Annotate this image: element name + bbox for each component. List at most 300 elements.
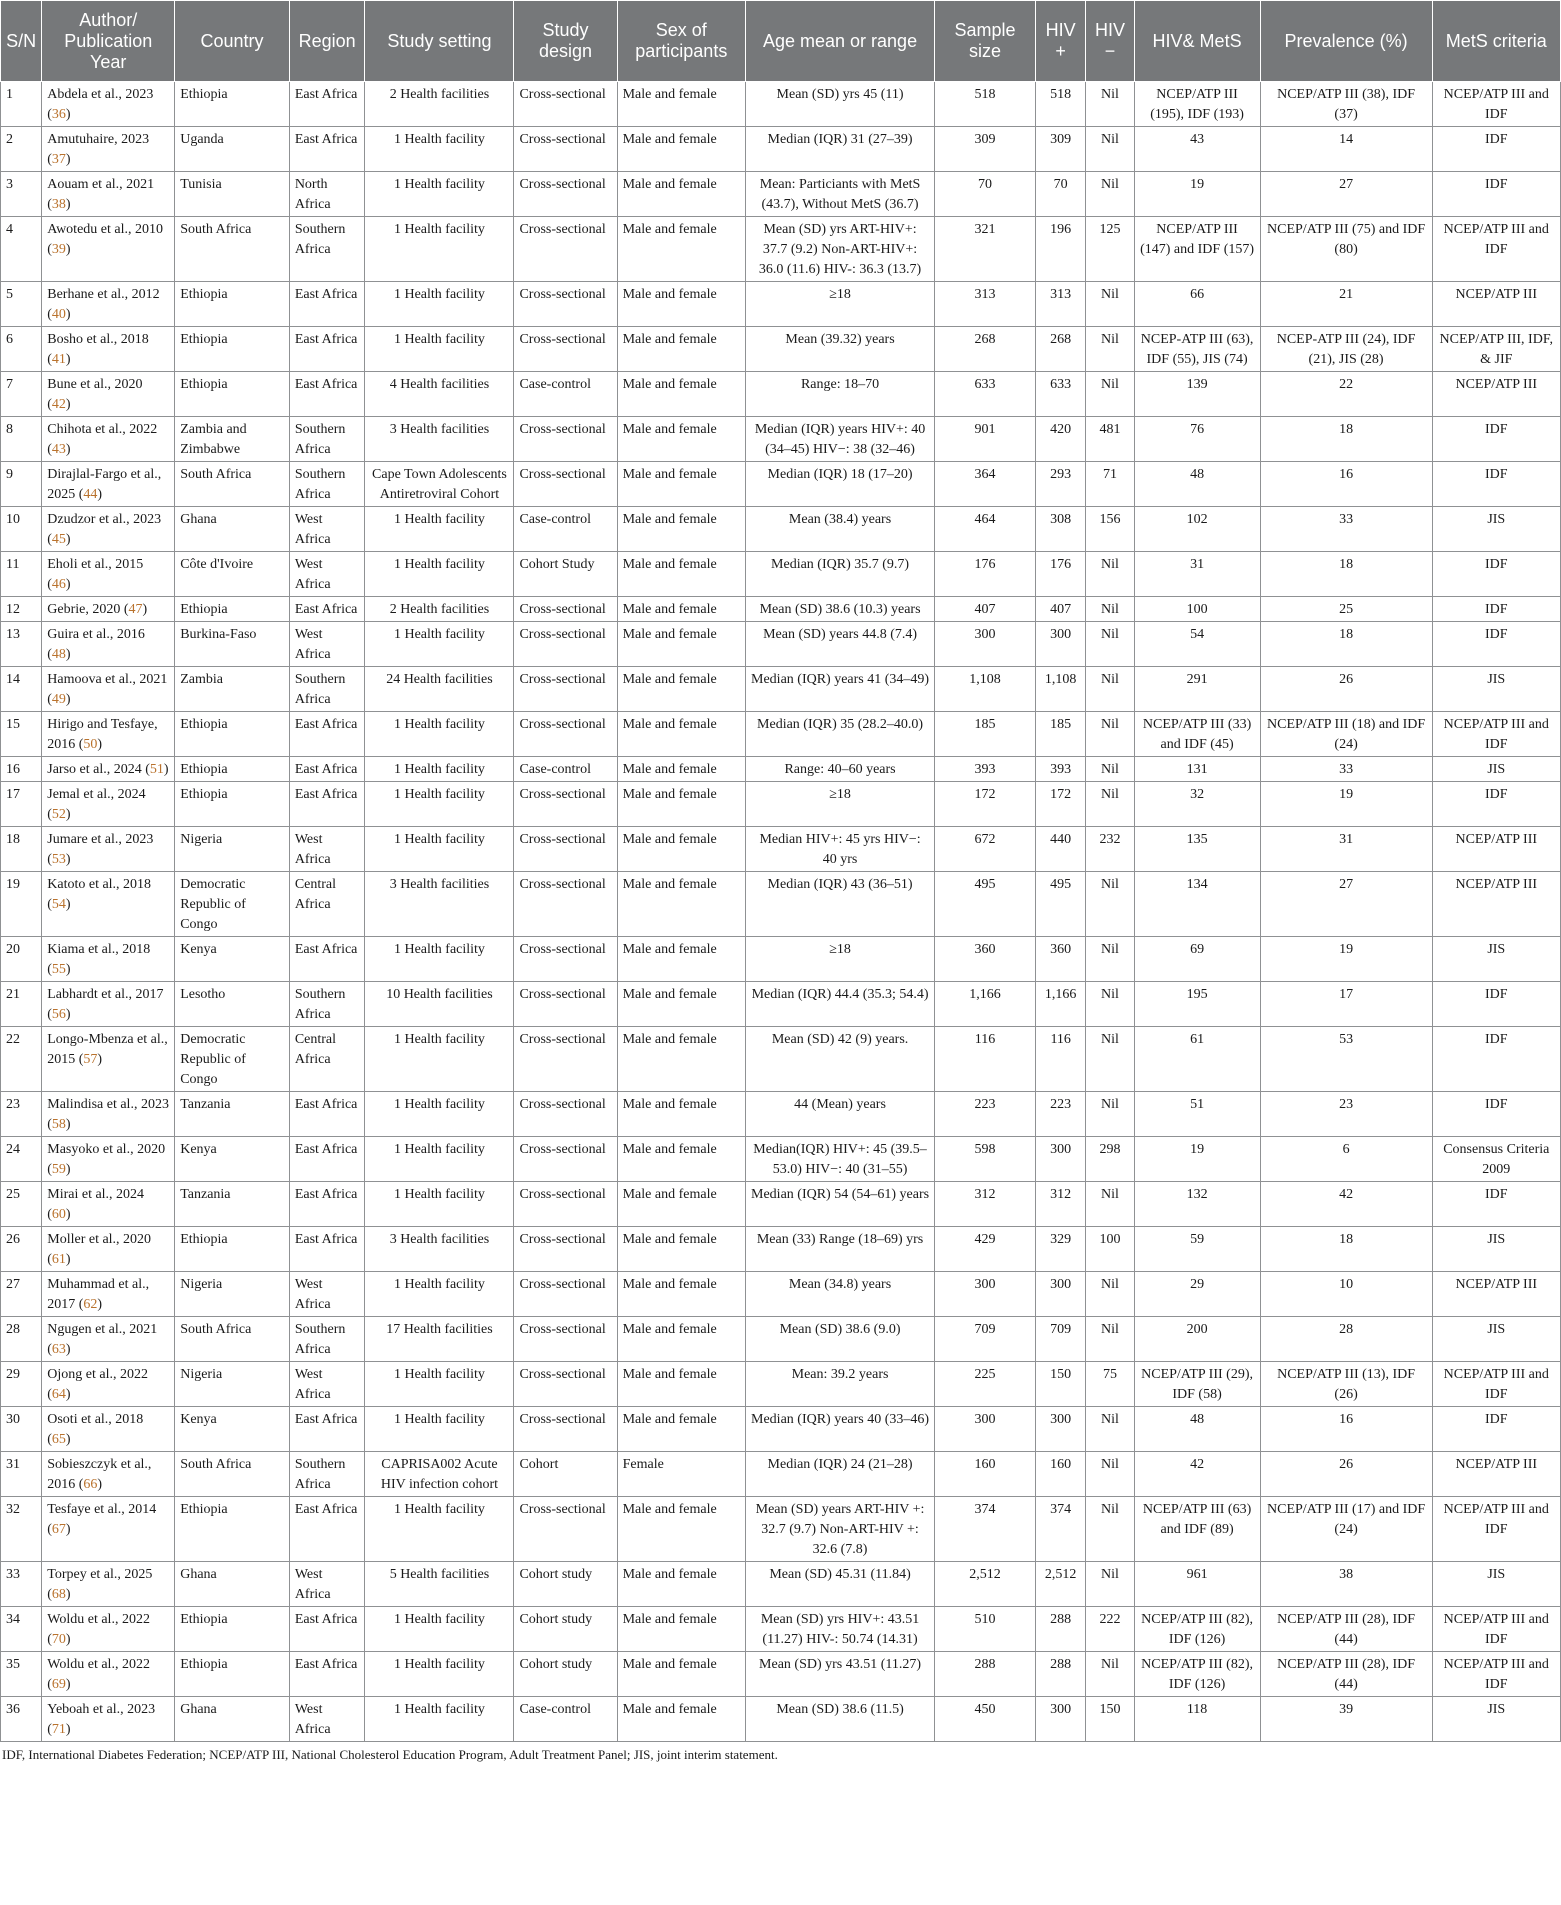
cell-region: East Africa — [289, 1497, 365, 1562]
reference-link[interactable]: 49 — [51, 692, 66, 707]
cell-mets-criteria: NCEP/ATP III and IDF — [1432, 217, 1560, 282]
cell-hiv-positive: 374 — [1035, 1497, 1085, 1562]
cell-sex: Female — [617, 1452, 745, 1497]
cell-mets-criteria: Consensus Criteria 2009 — [1432, 1137, 1560, 1182]
cell-study-setting: 1 Health facility — [365, 782, 514, 827]
cell-country: Ethiopia — [175, 1607, 290, 1652]
cell-hiv-positive: 268 — [1035, 327, 1085, 372]
cell-hiv-mets: NCEP/ATP III (82), IDF (126) — [1134, 1607, 1260, 1652]
cell-mets-criteria: IDF — [1432, 172, 1560, 217]
cell-study-setting: 2 Health facilities — [365, 597, 514, 622]
cell-author: Jumare et al., 2023 (53) — [42, 827, 175, 872]
cell-author: Awotedu et al., 2010 (39) — [42, 217, 175, 282]
table-row — [1, 552, 1561, 597]
cell-sample-size: 225 — [935, 1362, 1036, 1407]
reference-link[interactable]: 41 — [51, 352, 66, 367]
cell-mets-criteria: JIS — [1432, 1562, 1560, 1607]
cell-sn: 35 — [1, 1652, 42, 1697]
cell-hiv-mets: NCEP-ATP III (63), IDF (55), JIS (74) — [1134, 327, 1260, 372]
cell-sex: Male and female — [617, 1362, 745, 1407]
reference-link[interactable]: 54 — [51, 897, 66, 912]
cell-hiv-mets: 131 — [1134, 757, 1260, 782]
cell-study-setting: 1 Health facility — [365, 1407, 514, 1452]
cell-hiv-positive: 300 — [1035, 1137, 1085, 1182]
cell-sn: 18 — [1, 827, 42, 872]
cell-hiv-positive: 518 — [1035, 82, 1085, 127]
cell-author: Ojong et al., 2022 (64) — [42, 1362, 175, 1407]
cell-mets-criteria: IDF — [1432, 552, 1560, 597]
cell-study-design: Cross-sectional — [514, 597, 617, 622]
cell-study-design: Cross-sectional — [514, 282, 617, 327]
reference-link[interactable]: 67 — [51, 1522, 66, 1537]
cell-hiv-negative: Nil — [1086, 1317, 1134, 1362]
cell-sn: 36 — [1, 1697, 42, 1742]
cell-hiv-negative: 232 — [1086, 827, 1134, 872]
author-name: Abdela et al., 2023 — [47, 87, 154, 102]
cell-author: Labhardt et al., 2017 (56) — [42, 982, 175, 1027]
cell-age: Mean (SD) yrs HIV+: 43.51 (11.27) HIV-: 50.74 (14.31) — [745, 1607, 934, 1652]
cell-mets-criteria: IDF — [1432, 1092, 1560, 1137]
cell-hiv-positive: 393 — [1035, 757, 1085, 782]
cell-region: Southern Africa — [289, 982, 365, 1027]
cell-mets-criteria: NCEP/ATP III and IDF — [1432, 1362, 1560, 1407]
author-name: Dzudzor et al., 2023 — [47, 512, 162, 527]
cell-sn: 16 — [1, 757, 42, 782]
cell-sample-size: 300 — [935, 1407, 1036, 1452]
reference-link[interactable]: 57 — [83, 1052, 98, 1067]
cell-study-design: Cross-sectional — [514, 1407, 617, 1452]
cell-sample-size: 393 — [935, 757, 1036, 782]
reference-link[interactable]: 38 — [51, 197, 66, 212]
author-name: Guira et al., 2016 — [47, 627, 145, 642]
author-name: Chihota et al., 2022 — [47, 422, 158, 437]
cell-hiv-mets: 32 — [1134, 782, 1260, 827]
cell-sample-size: 288 — [935, 1652, 1036, 1697]
cell-sample-size: 160 — [935, 1452, 1036, 1497]
cell-sample-size: 495 — [935, 872, 1036, 937]
cell-mets-criteria: JIS — [1432, 757, 1560, 782]
cell-sample-size: 364 — [935, 462, 1036, 507]
cell-hiv-positive: 70 — [1035, 172, 1085, 217]
reference-link[interactable]: 40 — [51, 307, 66, 322]
cell-country: Zambia and Zimbabwe — [175, 417, 290, 462]
cell-author: Katoto et al., 2018 (54) — [42, 872, 175, 937]
cell-study-setting: 1 Health facility — [365, 1027, 514, 1092]
author-name: Torpey et al., 2025 — [47, 1567, 153, 1582]
cell-sex: Male and female — [617, 417, 745, 462]
table-row — [1, 507, 1561, 552]
cell-sample-size: 518 — [935, 82, 1036, 127]
cell-age: Median (IQR) years HIV+: 40 (34–45) HIV−: 38 (32–46) — [745, 417, 934, 462]
cell-study-setting: Cape Town Adolescents Antiretroviral Cohort — [365, 462, 514, 507]
cell-study-design: Cross-sectional — [514, 462, 617, 507]
table-row — [1, 1227, 1561, 1272]
cell-age: Mean (39.32) years — [745, 327, 934, 372]
cell-region: West Africa — [289, 1272, 365, 1317]
cell-age: Mean (38.4) years — [745, 507, 934, 552]
cell-sex: Male and female — [617, 1272, 745, 1317]
reference-link[interactable]: 60 — [51, 1207, 66, 1222]
cell-sex: Male and female — [617, 712, 745, 757]
cell-sn: 22 — [1, 1027, 42, 1092]
cell-mets-criteria: IDF — [1432, 462, 1560, 507]
cell-hiv-mets: 69 — [1134, 937, 1260, 982]
author-name: Yeboah et al., 2023 — [47, 1702, 156, 1717]
cell-mets-criteria: JIS — [1432, 1697, 1560, 1742]
reference-link[interactable]: 55 — [51, 962, 66, 977]
header-author: Author/ Publication Year — [42, 1, 175, 82]
cell-country: Ethiopia — [175, 1227, 290, 1272]
cell-author: Hamoova et al., 2021 (49) — [42, 667, 175, 712]
cell-sample-size: 70 — [935, 172, 1036, 217]
cell-hiv-negative: Nil — [1086, 1182, 1134, 1227]
cell-sample-size: 450 — [935, 1697, 1036, 1742]
cell-study-design: Cross-sectional — [514, 1137, 617, 1182]
cell-sample-size: 312 — [935, 1182, 1036, 1227]
cell-author: Dzudzor et al., 2023 (45) — [42, 507, 175, 552]
cell-sample-size: 360 — [935, 937, 1036, 982]
cell-study-setting: 24 Health facilities — [365, 667, 514, 712]
cell-study-design: Case-control — [514, 372, 617, 417]
cell-study-setting: 1 Health facility — [365, 1272, 514, 1317]
author-name: Jarso et al., 2024 — [47, 762, 142, 777]
cell-sn: 19 — [1, 872, 42, 937]
cell-prevalence: 21 — [1260, 282, 1432, 327]
reference-link[interactable]: 59 — [51, 1162, 66, 1177]
table-footnote: IDF, International Diabetes Federation; NCEP/ATP III, National Cholesterol Education Program, Adult Treatment Panel; JIS, joint interim statement. — [2, 1747, 778, 1762]
cell-sample-size: 510 — [935, 1607, 1036, 1652]
cell-age: Range: 18–70 — [745, 372, 934, 417]
table-row — [1, 937, 1561, 982]
cell-sex: Male and female — [617, 127, 745, 172]
cell-sex: Male and female — [617, 1317, 745, 1362]
author-name: Aouam et al., 2021 — [47, 177, 155, 192]
reference-link[interactable]: 51 — [149, 762, 164, 777]
header-mets-criteria: MetS criteria — [1432, 1, 1560, 82]
reference-link[interactable]: 48 — [51, 647, 66, 662]
cell-prevalence: 18 — [1260, 622, 1432, 667]
reference-link[interactable]: 36 — [51, 107, 66, 122]
cell-hiv-positive: 185 — [1035, 712, 1085, 757]
cell-sample-size: 407 — [935, 597, 1036, 622]
cell-prevalence: 53 — [1260, 1027, 1432, 1092]
cell-age: Mean (SD) yrs 45 (11) — [745, 82, 934, 127]
cell-sex: Male and female — [617, 1092, 745, 1137]
cell-hiv-positive: 160 — [1035, 1452, 1085, 1497]
cell-region: East Africa — [289, 782, 365, 827]
cell-hiv-mets: 54 — [1134, 622, 1260, 667]
table-row — [1, 282, 1561, 327]
cell-sex: Male and female — [617, 282, 745, 327]
cell-age: ≥18 — [745, 782, 934, 827]
cell-study-setting: 3 Health facilities — [365, 417, 514, 462]
reference-link[interactable]: 50 — [83, 737, 98, 752]
reference-link[interactable]: 66 — [83, 1477, 98, 1492]
cell-sample-size: 1,108 — [935, 667, 1036, 712]
cell-sn: 10 — [1, 507, 42, 552]
header-sex: Sex of participants — [617, 1, 745, 82]
cell-sex: Male and female — [617, 1497, 745, 1562]
cell-region: East Africa — [289, 1407, 365, 1452]
cell-hiv-negative: Nil — [1086, 782, 1134, 827]
cell-hiv-mets: 961 — [1134, 1562, 1260, 1607]
cell-age: Median (IQR) years 40 (33–46) — [745, 1407, 934, 1452]
cell-hiv-mets: NCEP/ATP III (33) and IDF (45) — [1134, 712, 1260, 757]
reference-link[interactable]: 42 — [51, 397, 66, 412]
cell-prevalence: NCEP/ATP III (28), IDF (44) — [1260, 1607, 1432, 1652]
author-name: Woldu et al., 2022 — [47, 1657, 150, 1672]
header-study-setting: Study setting — [365, 1, 514, 82]
cell-sn: 7 — [1, 372, 42, 417]
cell-sn: 31 — [1, 1452, 42, 1497]
cell-hiv-positive: 360 — [1035, 937, 1085, 982]
cell-country: Ethiopia — [175, 282, 290, 327]
cell-sn: 5 — [1, 282, 42, 327]
cell-study-design: Cross-sectional — [514, 1227, 617, 1272]
cell-prevalence: NCEP/ATP III (17) and IDF (24) — [1260, 1497, 1432, 1562]
cell-age: Median (IQR) 24 (21–28) — [745, 1452, 934, 1497]
cell-sn: 24 — [1, 1137, 42, 1182]
cell-study-design: Cross-sectional — [514, 982, 617, 1027]
cell-region: East Africa — [289, 282, 365, 327]
header-prevalence: Prevalence (%) — [1260, 1, 1432, 82]
cell-region: West Africa — [289, 552, 365, 597]
cell-country: Kenya — [175, 1407, 290, 1452]
header-country: Country — [175, 1, 290, 82]
cell-sex: Male and female — [617, 1652, 745, 1697]
author-name: Longo-Mbenza et al., 2015 — [47, 1032, 168, 1067]
cell-sample-size: 116 — [935, 1027, 1036, 1092]
cell-sex: Male and female — [617, 1697, 745, 1742]
table-row — [1, 1562, 1561, 1607]
reference-link[interactable]: 37 — [51, 152, 66, 167]
author-name: Hamoova et al., 2021 — [47, 672, 168, 687]
cell-author: Kiama et al., 2018 (55) — [42, 937, 175, 982]
cell-sn: 26 — [1, 1227, 42, 1272]
cell-sex: Male and female — [617, 172, 745, 217]
cell-sn: 4 — [1, 217, 42, 282]
cell-study-design: Cross-sectional — [514, 417, 617, 462]
reference-link[interactable]: 53 — [51, 852, 66, 867]
cell-region: East Africa — [289, 1182, 365, 1227]
cell-mets-criteria: IDF — [1432, 1027, 1560, 1092]
author-name: Osoti et al., 2018 — [47, 1412, 144, 1427]
cell-region: Southern Africa — [289, 462, 365, 507]
cell-prevalence: 18 — [1260, 417, 1432, 462]
cell-sn: 3 — [1, 172, 42, 217]
cell-prevalence: 33 — [1260, 757, 1432, 782]
cell-region: East Africa — [289, 757, 365, 782]
cell-study-design: Cross-sectional — [514, 1027, 617, 1092]
cell-hiv-negative: Nil — [1086, 1027, 1134, 1092]
cell-mets-criteria: IDF — [1432, 1182, 1560, 1227]
cell-sample-size: 313 — [935, 282, 1036, 327]
cell-study-setting: 1 Health facility — [365, 712, 514, 757]
cell-age: Median (IQR) years 41 (34–49) — [745, 667, 934, 712]
reference-link[interactable]: 56 — [51, 1007, 66, 1022]
cell-country: Ethiopia — [175, 1497, 290, 1562]
cell-age: Median(IQR) HIV+: 45 (39.5–53.0) HIV−: 40 (31–55) — [745, 1137, 934, 1182]
reference-link[interactable]: 71 — [51, 1722, 66, 1737]
cell-prevalence: 27 — [1260, 872, 1432, 937]
header-row — [1, 1, 1561, 82]
reference-link[interactable]: 47 — [128, 602, 143, 617]
table-row — [1, 1272, 1561, 1317]
cell-author: Sobieszczyk et al., 2016 (66) — [42, 1452, 175, 1497]
cell-country: Ethiopia — [175, 782, 290, 827]
cell-age: 44 (Mean) years — [745, 1092, 934, 1137]
cell-sample-size: 309 — [935, 127, 1036, 172]
reference-link[interactable]: 63 — [51, 1342, 66, 1357]
cell-sample-size: 2,512 — [935, 1562, 1036, 1607]
table-row — [1, 1452, 1561, 1497]
cell-sn: 33 — [1, 1562, 42, 1607]
cell-hiv-negative: 222 — [1086, 1607, 1134, 1652]
cell-study-setting: 1 Health facility — [365, 622, 514, 667]
cell-hiv-positive: 300 — [1035, 1272, 1085, 1317]
cell-age: Mean: 39.2 years — [745, 1362, 934, 1407]
cell-mets-criteria: NCEP/ATP III and IDF — [1432, 712, 1560, 757]
cell-study-design: Cross-sectional — [514, 782, 617, 827]
table-row — [1, 1092, 1561, 1137]
cell-country: South Africa — [175, 462, 290, 507]
author-name: Sobieszczyk et al., 2016 — [47, 1457, 152, 1492]
cell-hiv-positive: 309 — [1035, 127, 1085, 172]
cell-hiv-positive: 150 — [1035, 1362, 1085, 1407]
cell-sn: 32 — [1, 1497, 42, 1562]
cell-hiv-negative: 481 — [1086, 417, 1134, 462]
cell-sn: 28 — [1, 1317, 42, 1362]
reference-link[interactable]: 58 — [51, 1117, 66, 1132]
cell-age: Mean (SD) yrs 43.51 (11.27) — [745, 1652, 934, 1697]
reference-link[interactable]: 62 — [83, 1297, 98, 1312]
author-name: Amutuhaire, 2023 — [47, 132, 150, 147]
reference-link[interactable]: 44 — [83, 487, 98, 502]
cell-sn: 11 — [1, 552, 42, 597]
reference-link[interactable]: 39 — [51, 242, 66, 257]
cell-hiv-positive: 1,166 — [1035, 982, 1085, 1027]
cell-hiv-negative: Nil — [1086, 1407, 1134, 1452]
author-name: Dirajlal-Fargo et al., 2025 — [47, 467, 162, 502]
cell-mets-criteria: NCEP/ATP III, IDF, & JIF — [1432, 327, 1560, 372]
cell-sn: 15 — [1, 712, 42, 757]
cell-hiv-positive: 293 — [1035, 462, 1085, 507]
header-hiv-mets: HIV& MetS — [1134, 1, 1260, 82]
cell-country: Tunisia — [175, 172, 290, 217]
table-row — [1, 1137, 1561, 1182]
cell-hiv-mets: 132 — [1134, 1182, 1260, 1227]
reference-link[interactable]: 64 — [51, 1387, 66, 1402]
cell-author: Hirigo and Tesfaye, 2016 (50) — [42, 712, 175, 757]
cell-hiv-mets: 134 — [1134, 872, 1260, 937]
cell-region: East Africa — [289, 712, 365, 757]
cell-prevalence: NCEP/ATP III (28), IDF (44) — [1260, 1652, 1432, 1697]
cell-hiv-positive: 196 — [1035, 217, 1085, 282]
cell-sample-size: 1,166 — [935, 982, 1036, 1027]
cell-age: Mean: Particiants with MetS (43.7), Without MetS (36.7) — [745, 172, 934, 217]
cell-prevalence: 26 — [1260, 1452, 1432, 1497]
cell-hiv-mets: NCEP/ATP III (63) and IDF (89) — [1134, 1497, 1260, 1562]
cell-study-design: Cross-sectional — [514, 127, 617, 172]
cell-age: Median (IQR) 44.4 (35.3; 54.4) — [745, 982, 934, 1027]
cell-mets-criteria: JIS — [1432, 1227, 1560, 1272]
cell-sn: 2 — [1, 127, 42, 172]
reference-link[interactable]: 46 — [51, 577, 66, 592]
reference-link[interactable]: 52 — [51, 807, 66, 822]
reference-link[interactable]: 65 — [51, 1432, 66, 1447]
cell-region: East Africa — [289, 1092, 365, 1137]
author-name: Labhardt et al., 2017 — [47, 987, 164, 1002]
cell-sn: 8 — [1, 417, 42, 462]
cell-prevalence: 28 — [1260, 1317, 1432, 1362]
reference-link[interactable]: 68 — [51, 1587, 66, 1602]
header-hiv-negative: HIV − — [1086, 1, 1134, 82]
cell-age: Median (IQR) 54 (54–61) years — [745, 1182, 934, 1227]
table-row — [1, 622, 1561, 667]
cell-sn: 12 — [1, 597, 42, 622]
cell-region: East Africa — [289, 1137, 365, 1182]
reference-link[interactable]: 45 — [51, 532, 66, 547]
cell-age: Median HIV+: 45 yrs HIV−: 40 yrs — [745, 827, 934, 872]
cell-sex: Male and female — [617, 327, 745, 372]
cell-hiv-positive: 223 — [1035, 1092, 1085, 1137]
cell-region: Southern Africa — [289, 1452, 365, 1497]
cell-mets-criteria: JIS — [1432, 937, 1560, 982]
table-row — [1, 982, 1561, 1027]
reference-link[interactable]: 69 — [51, 1677, 66, 1692]
cell-region: Southern Africa — [289, 417, 365, 462]
cell-region: East Africa — [289, 1652, 365, 1697]
cell-hiv-positive: 407 — [1035, 597, 1085, 622]
reference-link[interactable]: 70 — [51, 1632, 66, 1647]
author-name: Muhammad et al., 2017 — [47, 1277, 150, 1312]
table-row — [1, 597, 1561, 622]
reference-link[interactable]: 61 — [51, 1252, 66, 1267]
cell-hiv-mets: 76 — [1134, 417, 1260, 462]
cell-hiv-positive: 313 — [1035, 282, 1085, 327]
table-row — [1, 1652, 1561, 1697]
cell-country: South Africa — [175, 1452, 290, 1497]
cell-author: Moller et al., 2020 (61) — [42, 1227, 175, 1272]
cell-hiv-negative: Nil — [1086, 982, 1134, 1027]
cell-country: Kenya — [175, 1137, 290, 1182]
cell-sample-size: 300 — [935, 622, 1036, 667]
cell-country: Ghana — [175, 1562, 290, 1607]
cell-hiv-negative: Nil — [1086, 872, 1134, 937]
cell-sex: Male and female — [617, 782, 745, 827]
cell-region: North Africa — [289, 172, 365, 217]
cell-study-setting: 3 Health facilities — [365, 1227, 514, 1272]
cell-sample-size: 429 — [935, 1227, 1036, 1272]
cell-mets-criteria: NCEP/ATP III — [1432, 1452, 1560, 1497]
cell-hiv-negative: 71 — [1086, 462, 1134, 507]
cell-hiv-mets: 61 — [1134, 1027, 1260, 1092]
cell-region: West Africa — [289, 622, 365, 667]
cell-author: Muhammad et al., 2017 (62) — [42, 1272, 175, 1317]
cell-country: Ethiopia — [175, 757, 290, 782]
cell-sex: Male and female — [617, 552, 745, 597]
reference-link[interactable]: 43 — [51, 442, 66, 457]
cell-author: Woldu et al., 2022 (69) — [42, 1652, 175, 1697]
cell-hiv-mets: NCEP/ATP III (29), IDF (58) — [1134, 1362, 1260, 1407]
cell-country: Ethiopia — [175, 712, 290, 757]
cell-study-design: Cross-sectional — [514, 1497, 617, 1562]
cell-mets-criteria: IDF — [1432, 597, 1560, 622]
author-name: Jemal et al., 2024 — [47, 787, 146, 802]
cell-author: Yeboah et al., 2023 (71) — [42, 1697, 175, 1742]
cell-age: Mean (SD) yrs ART-HIV+: 37.7 (9.2) Non-ART-HIV+: 36.0 (11.6) HIV-: 36.3 (13.7) — [745, 217, 934, 282]
table-header — [1, 1, 1561, 82]
